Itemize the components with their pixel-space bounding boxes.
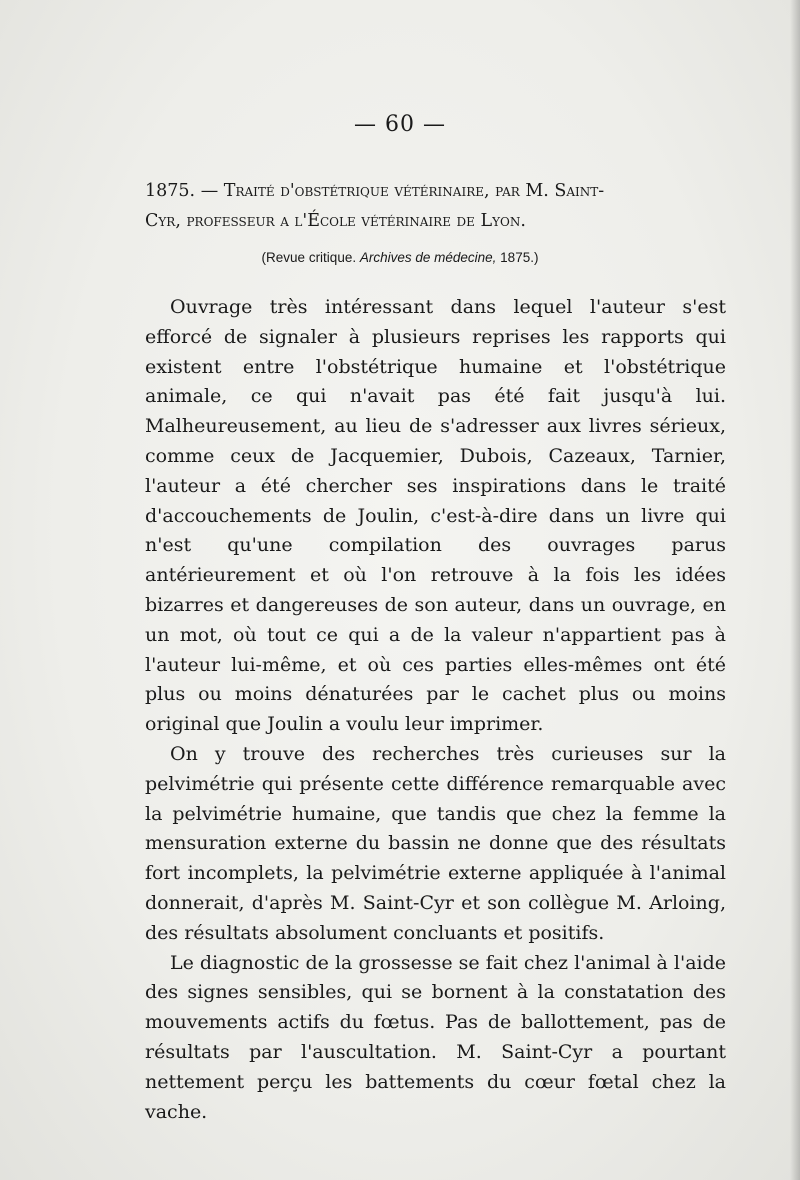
paragraph: Ouvrage très intéressant dans lequel l'auteur s'est efforcé de signaler à plusieurs reprises les rapports qui existent entre l'obstétrique humaine et l'obstétrique animale, ce qui n'avait pas été fait jusqu'à lui. Malheureusement, au lieu de s'adresser aux livres sérieux, comme ceux de Jacquemier, Dubois, Cazeaux, Tarnier, l'auteur a été chercher ses inspirations dans le traité d'accouchements de Joulin, c'est-à-dire dans un livre qui n'est qu'une compilation des ouvrages parus antérieurement et où l'on retrouve à la fois les idées bizarres et dangereuses de son auteur, dans un ouvrage, en un mot, où tout ce qui a de la valeur n'appartient pas à l'auteur lui-même, et où ces parties elles-mêmes ont été plus ou moins dénaturées par le cachet plus ou moins original que Joulin a voulu leur imprimer. [145,296,726,736]
citation [0,250,800,265]
section-heading [145,176,725,236]
heading-title-line2: Cyr, professeur a l'École vétérinaire de Lyon. [145,211,526,231]
page-number: — 60 — [354,112,446,137]
citation-prefix: (Revue critique. [261,250,360,265]
body-text [145,293,726,1127]
page-edge-shadow [790,0,800,1180]
heading-dash: — [200,181,219,201]
paragraph: On y trouve des recherches très curieuses sur la pelvimétrie qui présente cette différence remarquable avec la pelvimétrie humaine, que tandis que chez la femme la mensuration externe du bassin ne donne que des résultats fort incomplets, la pelvimétrie externe appliquée à l'animal donnerait, d'après M. Saint-Cyr et son collègue M. Arloing, des résultats absolument concluants et positifs. [145,742,726,944]
citation-source: Archives de médecine, [359,250,497,265]
heading-title-line1: Traité d'obstétrique vétérinaire, par M. Saint- [223,181,605,201]
heading-year: 1875. [145,181,196,201]
citation-suffix: 1875.) [496,250,539,265]
paragraph: Le diagnostic de la grossesse se fait chez l'animal à l'aide des signes sensibles, qui se bornent à la constatation des mouvements actifs du fœtus. Pas de ballottement, pas de résultats par l'auscultation. M. Saint-Cyr a pourtant nettement perçu les battements du cœur fœtal chez la vache. [145,951,726,1123]
